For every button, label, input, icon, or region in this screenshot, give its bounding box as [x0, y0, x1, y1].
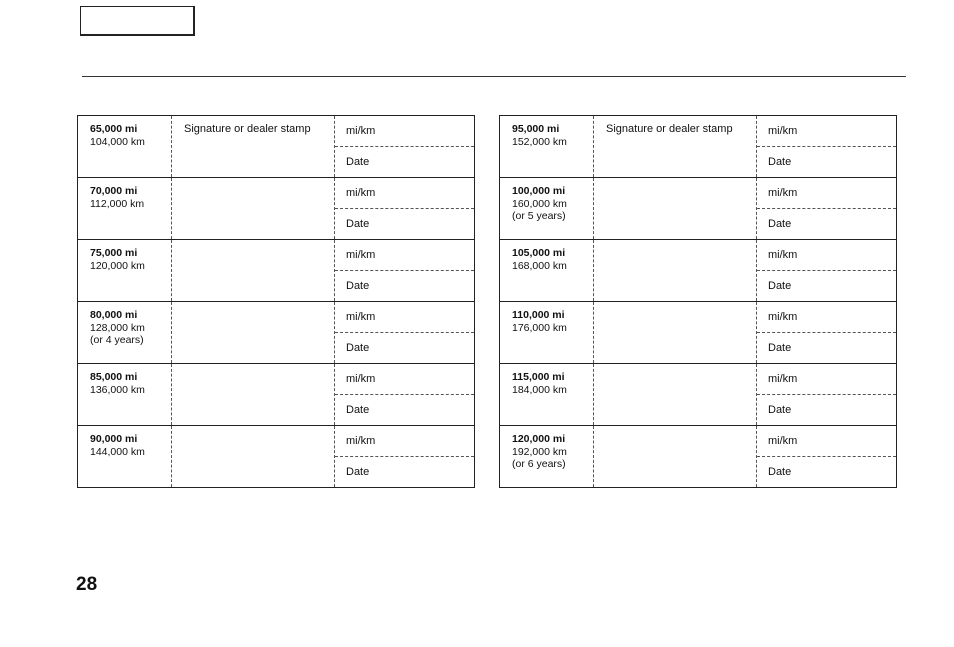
entry-fields: [335, 426, 474, 487]
date-label: Date: [346, 218, 370, 230]
mikm-field[interactable]: [335, 364, 474, 395]
mikm-label: mi/km: [768, 373, 798, 385]
mikm-label: mi/km: [768, 311, 798, 323]
mileage-km: 168,000 km: [512, 259, 567, 272]
signature-cell[interactable]: [172, 364, 335, 425]
record-row: [500, 426, 896, 487]
date-field[interactable]: [757, 147, 896, 177]
maintenance-record-table-right: [499, 115, 897, 488]
mileage-miles: 65,000 mi: [90, 123, 138, 135]
mileage-miles: 80,000 mi: [90, 309, 138, 321]
record-row: [78, 178, 474, 240]
date-label: Date: [768, 218, 792, 230]
entry-fields: [757, 116, 896, 177]
section-tab-box: [80, 6, 195, 36]
date-field[interactable]: [757, 209, 896, 239]
mileage-km: 184,000 km: [512, 383, 567, 396]
mikm-field[interactable]: [757, 426, 896, 457]
mileage-km: 144,000 km: [90, 445, 145, 458]
signature-label: Signature or dealer stamp: [184, 123, 311, 135]
mileage-cell: [500, 426, 594, 487]
mileage-miles: 100,000 mi: [512, 185, 566, 197]
mikm-field[interactable]: [335, 426, 474, 457]
mikm-label: mi/km: [346, 311, 376, 323]
mileage-cell: [500, 302, 594, 363]
entry-fields: [757, 302, 896, 363]
mileage-miles: 120,000 mi: [512, 433, 566, 445]
mileage-km: 192,000 km: [512, 445, 567, 458]
entry-fields: [335, 302, 474, 363]
maintenance-record-table-left: [77, 115, 475, 488]
record-row: [500, 364, 896, 426]
mileage-miles: 85,000 mi: [90, 371, 138, 383]
record-row: [500, 116, 896, 178]
date-label: Date: [768, 280, 792, 292]
entry-fields: [757, 240, 896, 301]
date-label: Date: [768, 342, 792, 354]
mileage-cell: [78, 364, 172, 425]
mikm-field[interactable]: [335, 178, 474, 209]
mileage-cell: [500, 240, 594, 301]
record-row: [78, 116, 474, 178]
date-field[interactable]: [757, 271, 896, 301]
date-label: Date: [346, 156, 370, 168]
date-field[interactable]: [335, 333, 474, 363]
header-rule: [82, 76, 906, 77]
entry-fields: [757, 364, 896, 425]
mileage-cell: [500, 364, 594, 425]
mileage-miles: 95,000 mi: [512, 123, 560, 135]
date-label: Date: [346, 342, 370, 354]
entry-fields: [757, 178, 896, 239]
mikm-field[interactable]: [335, 116, 474, 147]
mikm-label: mi/km: [768, 187, 798, 199]
mikm-label: mi/km: [346, 187, 376, 199]
mikm-label: mi/km: [346, 125, 376, 137]
mikm-field[interactable]: [757, 364, 896, 395]
date-label: Date: [346, 280, 370, 292]
mileage-miles: 70,000 mi: [90, 185, 138, 197]
mileage-km: 176,000 km: [512, 321, 567, 334]
mikm-label: mi/km: [768, 249, 798, 261]
date-label: Date: [346, 404, 370, 416]
mileage-miles: 110,000 mi: [512, 309, 565, 321]
entry-fields: [335, 178, 474, 239]
mileage-cell: [78, 426, 172, 487]
mileage-cell: [500, 116, 594, 177]
signature-cell[interactable]: [172, 426, 335, 487]
mikm-field[interactable]: [335, 240, 474, 271]
date-field[interactable]: [757, 395, 896, 425]
date-field[interactable]: [335, 395, 474, 425]
entry-fields: [757, 426, 896, 487]
mileage-years: (or 5 years): [512, 210, 566, 222]
mileage-cell: [78, 178, 172, 239]
mileage-miles: 90,000 mi: [90, 433, 138, 445]
date-label: Date: [346, 466, 370, 478]
date-field[interactable]: [757, 333, 896, 363]
record-row: [500, 240, 896, 302]
mileage-km: 160,000 km: [512, 197, 567, 210]
date-label: Date: [768, 466, 792, 478]
mikm-label: mi/km: [346, 249, 376, 261]
signature-cell[interactable]: [594, 364, 757, 425]
mikm-label: mi/km: [768, 435, 798, 447]
mikm-field[interactable]: [757, 116, 896, 147]
mileage-years: (or 6 years): [512, 458, 566, 470]
mileage-km: 136,000 km: [90, 383, 145, 396]
entry-fields: [335, 364, 474, 425]
mileage-cell: [78, 302, 172, 363]
mileage-km: 112,000 km: [90, 197, 145, 210]
entry-fields: [335, 116, 474, 177]
mikm-field[interactable]: [335, 302, 474, 333]
mileage-miles: 75,000 mi: [90, 247, 138, 259]
mileage-miles: 105,000 mi: [512, 247, 566, 259]
signature-cell[interactable]: [594, 178, 757, 239]
mileage-miles: 115,000 mi: [512, 371, 565, 383]
date-field[interactable]: [335, 209, 474, 239]
signature-cell[interactable]: [172, 178, 335, 239]
mikm-field[interactable]: [757, 240, 896, 271]
mikm-label: mi/km: [768, 125, 798, 137]
mikm-field[interactable]: [757, 178, 896, 209]
mileage-km: 104,000 km: [90, 135, 145, 148]
date-field[interactable]: [757, 457, 896, 487]
mileage-km: 152,000 km: [512, 135, 567, 148]
record-row: [500, 302, 896, 364]
mileage-cell: [78, 240, 172, 301]
mileage-cell: [78, 116, 172, 177]
mikm-label: mi/km: [346, 373, 376, 385]
signature-cell[interactable]: [172, 116, 335, 177]
mikm-field[interactable]: [757, 302, 896, 333]
mikm-label: mi/km: [346, 435, 376, 447]
date-field[interactable]: [335, 457, 474, 487]
signature-cell[interactable]: [172, 240, 335, 301]
date-field[interactable]: [335, 271, 474, 301]
date-label: Date: [768, 404, 792, 416]
record-row: [78, 426, 474, 487]
record-row: [500, 178, 896, 240]
record-row: [78, 364, 474, 426]
record-row: [78, 240, 474, 302]
page-number: 28: [76, 574, 98, 595]
record-row: [78, 302, 474, 364]
mileage-km: 120,000 km: [90, 259, 145, 272]
entry-fields: [335, 240, 474, 301]
mileage-years: (or 4 years): [90, 334, 144, 346]
mileage-km: 128,000 km: [90, 321, 145, 334]
mileage-cell: [500, 178, 594, 239]
signature-cell[interactable]: [594, 240, 757, 301]
signature-label: Signature or dealer stamp: [606, 123, 733, 135]
signature-cell[interactable]: [172, 302, 335, 363]
signature-cell[interactable]: [594, 302, 757, 363]
signature-cell[interactable]: [594, 426, 757, 487]
signature-cell[interactable]: [594, 116, 757, 177]
date-label: Date: [768, 156, 792, 168]
date-field[interactable]: [335, 147, 474, 177]
